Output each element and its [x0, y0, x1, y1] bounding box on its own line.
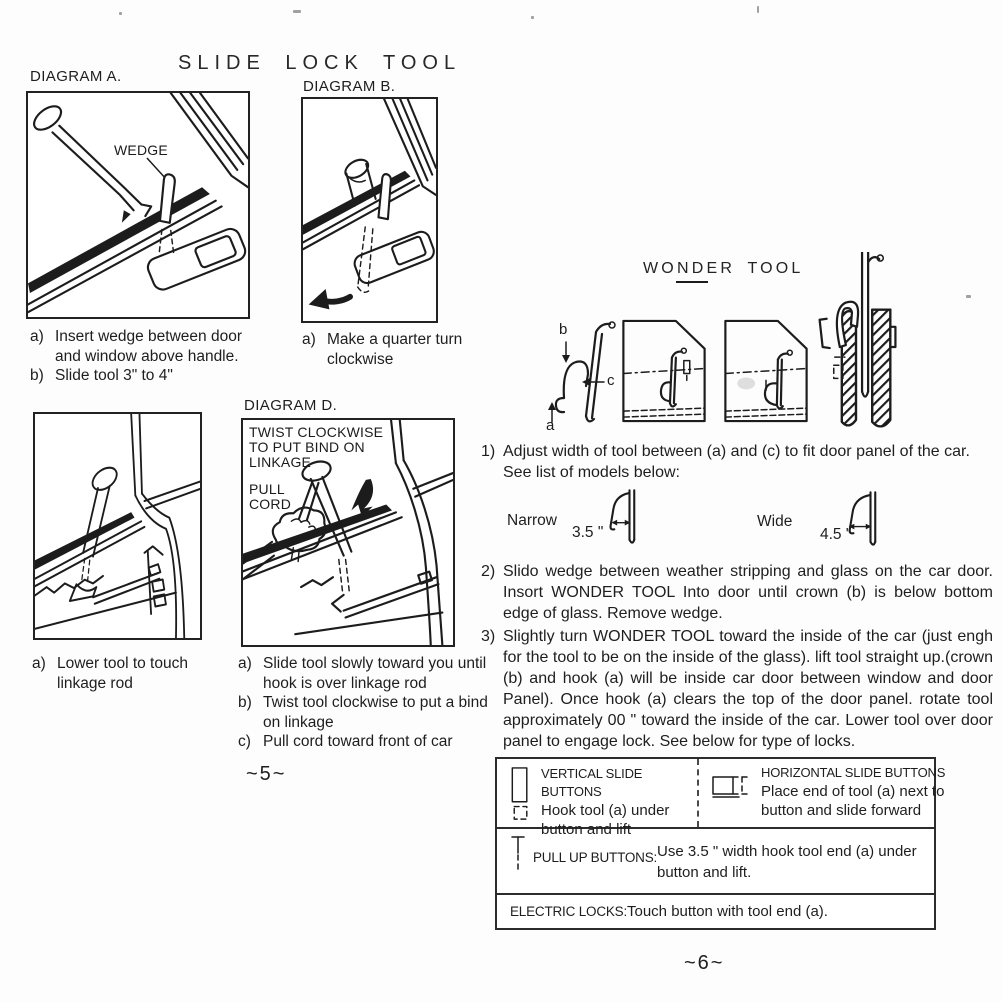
tool-point-label-b: b: [559, 321, 568, 338]
scan-speck: [293, 10, 301, 13]
step-text: Slido wedge between weather stripping and glass on the car door. Insort WONDER TOOL Into door until crown (b) is below bottom edge of glass. Remove wedge.: [503, 563, 993, 622]
scan-speck: [757, 6, 759, 13]
diagram-d-captions: [238, 654, 503, 752]
twist-note: TWIST CLOCKWISE TO PUT BIND ON LINKAGE: [249, 424, 384, 470]
wonder-instructions-2: [481, 561, 993, 624]
diagram-d-label: DIAGRAM D.: [244, 397, 338, 414]
cell-title: PULL UP BUTTONS:: [533, 850, 658, 865]
step-marker: b): [30, 367, 44, 384]
lock-type-table: [495, 757, 946, 930]
scan-speck: [531, 16, 534, 19]
caption-step: [30, 327, 270, 366]
diagram-a-figure: [26, 91, 250, 319]
wonder-instructions-3: [481, 626, 993, 752]
cell-title: ELECTRIC LOCKS:: [510, 904, 628, 919]
step-text: Pull cord toward front of car: [263, 733, 453, 750]
caption-step: [32, 654, 217, 693]
caption-step: [238, 654, 503, 693]
instruction-step: [481, 561, 993, 624]
step-marker: 1): [481, 443, 496, 460]
step-text: Lower tool to touch linkage rod: [57, 655, 188, 692]
wedge-label: WEDGE: [114, 142, 168, 158]
cell-title: VERTICAL SLIDE BUTTONS: [541, 766, 643, 799]
diagram-c-captions: [32, 654, 217, 693]
vertical-slide-text: [541, 765, 697, 839]
vertical-slide-cell: [497, 759, 699, 838]
step-marker: a): [238, 655, 252, 672]
step-marker: a): [302, 331, 316, 348]
step-text: Adjust width of tool between (a) and (c) to fit door panel of the car. See list of models below:: [503, 443, 970, 481]
step-marker: c): [238, 733, 251, 750]
diagram-d-figure: [241, 418, 455, 647]
diagram-b-label: DIAGRAM B.: [303, 78, 396, 95]
step-text: Insert wedge between door and window above handle.: [55, 328, 242, 365]
horizontal-slide-cell: [699, 759, 946, 827]
caption-step: [238, 732, 503, 752]
step-marker: 3): [481, 628, 496, 645]
step-marker: b): [238, 694, 252, 711]
step-text: Slide tool slowly toward you until hook is over linkage rod: [263, 655, 487, 692]
wonder-tool-title: WONDER TOOL: [643, 260, 804, 277]
cell-desc: Use 3.5 " width hook tool end (a) under button and lift.: [657, 843, 917, 881]
page-number-left: ~5~: [246, 763, 287, 785]
narrow-label: Narrow: [507, 512, 557, 529]
caption-step: [238, 693, 503, 732]
instruction-step: [481, 441, 993, 483]
title-underline: [676, 281, 708, 283]
scan-speck: [966, 295, 971, 298]
cell-desc: Hook tool (a) under button and lift: [541, 802, 670, 838]
horizontal-slide-button-icon: [711, 773, 753, 799]
tool-point-label-a: a: [546, 417, 555, 434]
step-text: Twist tool clockwise to put a bind on linkage: [263, 694, 488, 731]
vertical-slide-button-icon: [509, 766, 533, 822]
pull-up-buttons-row: [497, 829, 934, 895]
cell-title: HORIZONTAL SLIDE BUTTONS: [761, 765, 946, 780]
step-text: Slide tool 3" to 4": [55, 367, 173, 384]
diagram-a-label: DIAGRAM A.: [30, 68, 122, 85]
narrow-hook-illustration: [601, 486, 639, 546]
page-title: SLIDE LOCK TOOL: [178, 52, 462, 74]
step-text: Make a quarter turn clockwise: [327, 331, 463, 368]
horizontal-slide-text: [761, 764, 973, 820]
wonder-instructions-1: [481, 441, 993, 483]
pull-cord-note: PULL CORD: [249, 481, 292, 512]
cell-desc: Touch button with tool end (a).: [627, 903, 828, 920]
page-number-right: ~6~: [684, 952, 725, 974]
door-panel-illustration-1: [620, 318, 708, 424]
wide-value: 4.5 ": [820, 526, 852, 543]
cell-desc: Place end of tool (a) next to button and slide forward: [761, 783, 945, 819]
wonder-tool-detail-figure: [546, 318, 626, 433]
electric-locks-row: [497, 895, 934, 928]
wide-hook-illustration: [842, 488, 880, 548]
caption-step: [30, 366, 270, 386]
narrow-value: 3.5 ": [572, 524, 604, 541]
diagram-a-captions: [30, 327, 270, 386]
diagram-c-figure: [33, 412, 202, 640]
scan-speck: [119, 12, 122, 15]
diagram-b-captions: [302, 330, 492, 369]
step-marker: a): [30, 328, 44, 345]
step-marker: a): [32, 655, 46, 672]
slide-buttons-row: [497, 759, 946, 838]
diagram-b-figure: [301, 97, 438, 323]
door-cross-section-illustration: [814, 252, 898, 436]
pull-up-button-icon: [509, 833, 527, 875]
diagram-c-illustration: [35, 414, 200, 638]
tool-point-label-c: c: [607, 372, 615, 389]
door-panel-illustration-2: [722, 318, 810, 424]
instruction-step: [481, 626, 993, 752]
diagram-b-illustration: [303, 99, 436, 321]
diagram-a-illustration: [28, 93, 248, 317]
step-marker: 2): [481, 563, 496, 580]
caption-step: [302, 330, 492, 369]
wide-label: Wide: [757, 513, 793, 530]
step-text: Slightly turn WONDER TOOL toward the inside of the car (just engh for the tool to be on the inside of the glass). lift tool straight up.(crown (b) and hook (a) will be inside car door between window and door Panel). Once hook (a) clears the top of the door panel. rotate tool approximately 00 " toward the inside of the car. Lower tool over door panel to engage lock. See below for type of locks.: [503, 628, 993, 750]
